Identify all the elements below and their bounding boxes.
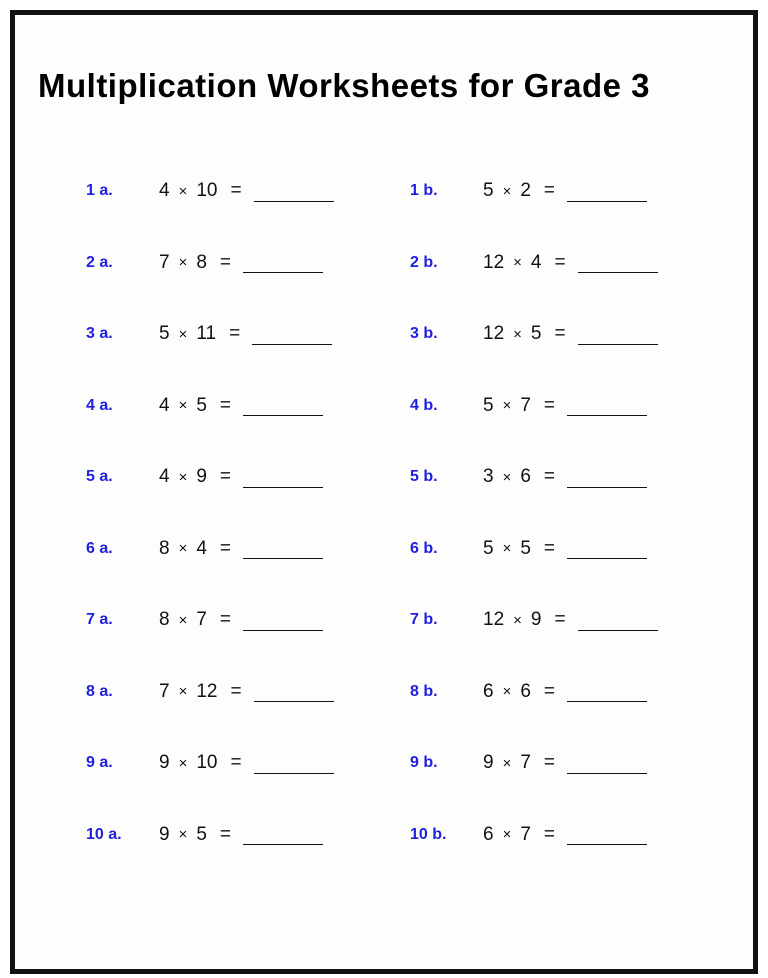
first-factor: 5 [483,180,494,201]
problem-label: 4 a. [86,396,113,414]
problem-label: 5 a. [86,468,113,485]
second-factor: 4 [196,537,207,559]
times-sign: × [513,254,522,271]
problem-4-a [86,391,323,421]
answer-blank[interactable] [254,757,334,774]
second-factor: 10 [196,752,218,773]
equals-sign: = [543,752,556,773]
answer-blank[interactable] [243,471,323,488]
second-factor: 5 [530,323,542,344]
times-sign: × [178,182,188,200]
second-factor: 5 [520,537,531,559]
answer-blank[interactable] [567,757,647,774]
problem-label: 1 a. [86,182,113,199]
answer-blank[interactable] [243,828,323,845]
times-sign: × [178,754,188,772]
equals-sign: = [229,323,241,344]
problem-7-a [86,605,323,635]
problem-10-b [410,820,647,850]
answer-blank[interactable] [243,399,323,416]
second-factor: 10 [196,180,218,201]
problem-expression [159,609,323,631]
answer-blank[interactable] [567,185,647,202]
problem-expression [159,252,323,274]
problem-4-b [410,391,647,421]
equals-sign: = [543,537,556,559]
times-sign: × [502,540,512,557]
equals-sign: = [219,537,232,559]
times-sign: × [178,468,188,486]
problem-expression [159,395,323,417]
problem-2-b [410,248,658,278]
first-factor: 6 [483,823,494,845]
equals-sign: = [230,752,242,773]
first-factor: 8 [159,537,170,559]
times-sign: × [178,397,188,414]
equals-sign: = [230,680,242,702]
equals-sign: = [219,823,232,845]
problem-5-a [86,462,323,492]
times-sign: × [178,325,188,343]
problem-3-b [410,319,658,349]
equals-sign: = [543,394,556,416]
first-factor: 12 [483,323,505,344]
answer-blank[interactable] [254,185,334,202]
first-factor: 5 [483,537,494,559]
second-factor: 8 [196,251,207,273]
problem-expression [483,681,647,703]
equals-sign: = [554,609,566,630]
first-factor: 9 [483,752,494,773]
equals-sign: = [554,251,566,273]
problem-6-b [410,534,647,564]
problem-1-a [86,176,334,206]
equals-sign: = [219,251,232,273]
first-factor: 7 [159,251,170,273]
first-factor: 4 [159,180,170,201]
answer-blank[interactable] [243,542,323,559]
second-factor: 2 [520,180,531,201]
page-title: Multiplication Worksheets for Grade 3 [38,67,651,104]
problem-expression [159,681,334,703]
second-factor: 7 [520,394,531,416]
problem-label: 9 b. [410,754,438,771]
problem-2-a [86,248,323,278]
problem-expression [159,323,332,345]
problem-expression [159,824,323,846]
problem-label: 5 b. [410,468,438,485]
problem-10-a [86,820,323,850]
second-factor: 12 [196,680,218,702]
problem-label: 3 a. [86,325,113,342]
problem-label: 2 a. [86,253,113,271]
problem-expression [483,538,647,560]
answer-blank[interactable] [252,328,332,345]
problem-label: 9 a. [86,754,113,771]
times-sign: × [178,683,188,700]
equals-sign: = [543,180,556,201]
problem-label: 6 a. [86,539,113,557]
problem-expression [483,180,647,202]
problem-expression [483,323,658,345]
equals-sign: = [543,680,556,702]
problem-label: 1 b. [410,182,438,199]
equals-sign: = [219,466,232,487]
second-factor: 11 [196,323,217,344]
second-factor: 9 [196,466,207,487]
problem-label: 3 b. [410,325,438,342]
equals-sign: = [219,394,232,416]
answer-blank[interactable] [578,328,658,345]
first-factor: 9 [159,823,170,845]
equals-sign: = [543,466,556,487]
second-factor: 7 [520,823,531,845]
problem-3-a [86,319,332,349]
problem-expression [483,752,647,774]
second-factor: 6 [520,466,531,487]
problem-label: 6 b. [410,539,438,557]
problem-expression [483,824,647,846]
problem-6-a [86,534,323,564]
times-sign: × [513,325,522,343]
times-sign: × [502,468,512,486]
worksheet-page [10,10,758,974]
problem-8-a [86,677,334,707]
problem-8-b [410,677,647,707]
problem-9-a [86,748,334,778]
first-factor: 5 [483,394,494,416]
problem-label: 10 a. [86,825,122,843]
problem-expression [159,538,323,560]
first-factor: 9 [159,752,170,773]
times-sign: × [178,611,188,629]
answer-blank[interactable] [578,614,658,631]
problem-expression [483,395,647,417]
problem-expression [483,252,658,274]
second-factor: 7 [196,609,207,630]
times-sign: × [178,540,188,557]
first-factor: 12 [483,609,505,630]
second-factor: 4 [530,251,542,273]
first-factor: 7 [159,680,170,702]
second-factor: 5 [196,823,207,845]
problem-label: 8 a. [86,682,113,700]
times-sign: × [502,683,512,700]
problem-expression [159,180,334,202]
problem-9-b [410,748,647,778]
answer-blank[interactable] [567,542,647,559]
first-factor: 6 [483,680,494,702]
answer-blank[interactable] [567,685,647,702]
equals-sign: = [554,323,566,344]
answer-blank[interactable] [243,614,323,631]
answer-blank[interactable] [243,256,323,273]
problem-expression [159,466,323,488]
equals-sign: = [230,180,242,201]
answer-blank[interactable] [567,828,647,845]
equals-sign: = [219,609,232,630]
times-sign: × [502,182,512,200]
first-factor: 4 [159,466,170,487]
answer-blank[interactable] [567,399,647,416]
problem-label: 2 b. [410,253,438,271]
second-factor: 9 [530,609,542,630]
times-sign: × [178,254,188,271]
times-sign: × [502,397,512,414]
first-factor: 3 [483,466,494,487]
problem-label: 4 b. [410,396,438,414]
answer-blank[interactable] [567,471,647,488]
second-factor: 7 [520,752,531,773]
problem-label: 7 a. [86,611,113,628]
problem-label: 8 b. [410,682,438,700]
answer-blank[interactable] [578,256,658,273]
second-factor: 6 [520,680,531,702]
times-sign: × [178,826,188,843]
equals-sign: = [543,823,556,845]
problem-label: 7 b. [410,611,438,628]
times-sign: × [502,754,512,772]
problem-5-b [410,462,647,492]
first-factor: 12 [483,251,505,273]
problem-7-b [410,605,658,635]
first-factor: 5 [159,323,170,344]
problem-expression [159,752,334,774]
problem-label: 10 b. [410,825,447,843]
first-factor: 4 [159,394,170,416]
times-sign: × [502,826,512,843]
problem-expression [483,609,658,631]
times-sign: × [513,611,522,629]
second-factor: 5 [196,394,207,416]
first-factor: 8 [159,609,170,630]
answer-blank[interactable] [254,685,334,702]
problem-expression [483,466,647,488]
problem-1-b [410,176,647,206]
